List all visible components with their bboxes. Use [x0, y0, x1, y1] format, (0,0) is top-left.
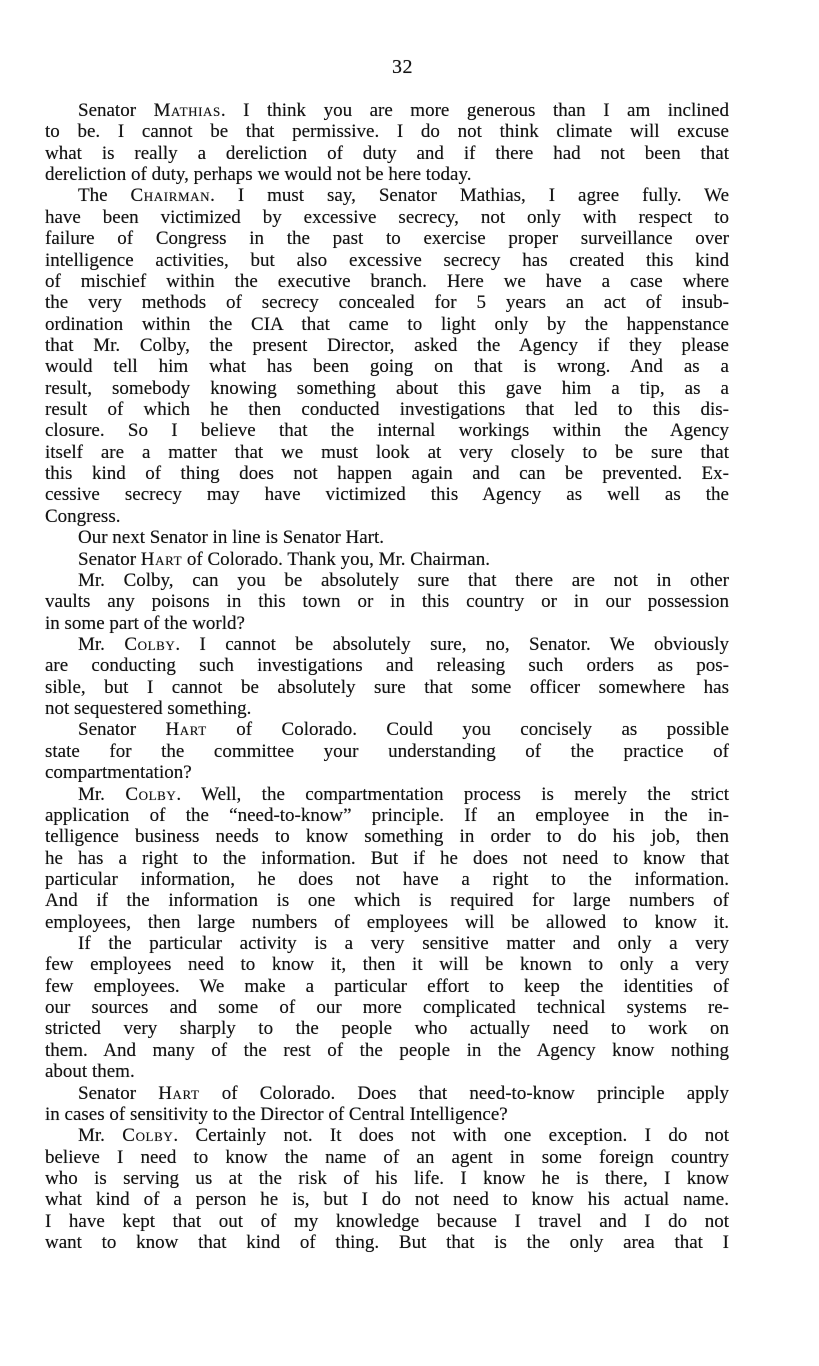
text-segment: sible, but I cannot be absolutely sure that some officer somewhere has [45, 676, 729, 698]
paragraph [45, 527, 729, 548]
text-line [45, 1232, 729, 1253]
text-line [45, 527, 729, 548]
text-line [45, 549, 729, 570]
text-segment: of Colorado. Could you concisely as possible [206, 719, 729, 741]
text-segment: Our next Senator in line is Senator Hart. [78, 527, 385, 549]
text-line [45, 314, 729, 335]
speaker-name: Hart [158, 1082, 200, 1104]
text-line [45, 164, 729, 185]
text-line [45, 997, 729, 1018]
speaker-name: Mathias [153, 100, 221, 121]
text-segment: . Well, the compartmentation process is merely the strict [176, 783, 729, 805]
text-line [45, 250, 729, 271]
text-segment: ordination within the CIA that came to light only by the happenstance [45, 313, 729, 335]
text-segment: Mr. Colby, can you be absolutely sure that there are not in other [78, 569, 729, 591]
text-line [45, 1104, 729, 1125]
text-segment: in cases of sensitivity to the Director of Central Intelligence? [45, 1103, 508, 1125]
text-segment: Senator [78, 548, 141, 570]
text-line [45, 1125, 729, 1146]
text-segment: intelligence activities, but also excessive secrecy has created this kind [45, 249, 729, 271]
speaker-name: Chairman [130, 185, 211, 207]
paragraph [45, 549, 729, 570]
text-segment: this kind of thing does not happen again and can be prevented. Ex- [45, 463, 729, 485]
text-segment: Senator [78, 1082, 159, 1104]
text-segment: Mr. [78, 1125, 123, 1147]
text-segment: failure of Congress in the past to exercise proper surveillance over [45, 228, 729, 250]
text-segment: itself are a matter that we must look at very closely to be sure that [45, 441, 729, 463]
text-line [45, 506, 729, 527]
text-line [45, 634, 729, 655]
text-line [45, 399, 729, 420]
text-line [45, 1061, 729, 1082]
text-segment: stricted very sharply to the people who actually need to work on [45, 1018, 729, 1040]
text-line [45, 954, 729, 975]
text-line [45, 976, 729, 997]
text-line [45, 335, 729, 356]
text-line [45, 143, 729, 164]
text-segment: not sequestered something. [45, 698, 252, 720]
text-line [45, 1147, 729, 1168]
paragraph [45, 100, 729, 185]
paragraph [45, 1125, 729, 1253]
text-segment: result, somebody knowing something about this gave him a tip, as a [45, 377, 729, 399]
text-block [45, 100, 729, 1253]
text-line [45, 869, 729, 890]
paragraph [45, 1083, 729, 1126]
paragraph [45, 185, 729, 527]
paragraph [45, 719, 729, 783]
text-line [45, 741, 729, 762]
text-line [45, 1168, 729, 1189]
text-line [45, 591, 729, 612]
text-segment: . Certainly not. It does not with one exception. I do not [173, 1125, 729, 1147]
text-line [45, 121, 729, 142]
text-segment: few employees. We make a particular effort to keep the identities of [45, 975, 729, 997]
text-line [45, 826, 729, 847]
text-line [45, 463, 729, 484]
text-segment: of Colorado. Does that need-to-know principle apply [199, 1082, 729, 1104]
text-line [45, 420, 729, 441]
text-segment: want to know that kind of thing. But that is the only area that I [45, 1232, 729, 1254]
text-segment: about them. [45, 1061, 135, 1083]
speaker-name: Colby [125, 783, 177, 805]
text-line [45, 805, 729, 826]
text-segment: Mr. [78, 633, 125, 655]
text-segment: . I think you are more generous than I am inclined [220, 100, 729, 121]
text-line [45, 1083, 729, 1104]
text-segment: . I cannot be absolutely sure, no, Senator. We obviously [175, 633, 729, 655]
text-segment: that Mr. Colby, the present Director, asked the Agency if they please [45, 334, 729, 356]
text-segment: of mischief within the executive branch. Here we have a case where [45, 270, 729, 292]
text-line [45, 762, 729, 783]
text-segment: are conducting such investigations and releasing such orders as pos- [45, 655, 729, 677]
text-segment: employees, then large numbers of employees will be allowed to know it. [45, 911, 729, 933]
text-line [45, 1040, 729, 1061]
text-line [45, 719, 729, 740]
text-line [45, 185, 729, 206]
text-line [45, 378, 729, 399]
text-line [45, 933, 729, 954]
text-line [45, 100, 729, 121]
text-segment: of Colorado. Thank you, Mr. Chairman. [182, 548, 490, 570]
text-line [45, 228, 729, 249]
text-line [45, 890, 729, 911]
speaker-name: Hart [140, 548, 183, 570]
text-line [45, 271, 729, 292]
paragraph [45, 570, 729, 634]
text-segment: few employees need to know it, then it will be known to only a very [45, 954, 729, 976]
text-segment: application of the “need-to-know” principle. If an employee in the in- [45, 804, 729, 826]
text-line [45, 442, 729, 463]
text-line [45, 1211, 729, 1232]
text-segment: would tell him what has been going on that is wrong. And as a [45, 356, 729, 378]
text-segment: our sources and some of our more complicated technical systems re- [45, 997, 729, 1019]
text-line [45, 1018, 729, 1039]
text-segment: compartmentation? [45, 762, 192, 784]
text-segment: I have kept that out of my knowledge because I travel and I do not [45, 1210, 729, 1232]
speaker-name: Colby [124, 633, 176, 655]
text-line [45, 356, 729, 377]
text-line [45, 698, 729, 719]
text-segment: what kind of a person he is, but I do not need to know his actual name. [45, 1189, 729, 1211]
text-line [45, 1189, 729, 1210]
text-segment: vaults any poisons in this town or in this country or in our possession [45, 591, 729, 613]
text-segment: closure. So I believe that the internal workings within the Agency [45, 420, 729, 442]
text-segment: The [78, 185, 131, 207]
text-segment: Senator [78, 100, 154, 121]
text-segment: to be. I cannot be that permissive. I do not think climate will excuse [45, 121, 729, 143]
text-segment: who is serving us at the risk of his life. I know he is there, I know [45, 1167, 729, 1189]
text-line [45, 677, 729, 698]
text-line [45, 784, 729, 805]
text-segment: the very methods of secrecy concealed for 5 years an act of insub- [45, 292, 729, 314]
speaker-name: Colby [122, 1125, 174, 1147]
text-line [45, 484, 729, 505]
text-segment: Congress. [45, 505, 121, 527]
text-segment: he has a right to the information. But if he does not need to know that [45, 847, 729, 869]
text-segment: what is really a dereliction of duty and if there had not been that [45, 142, 729, 164]
paragraph [45, 784, 729, 934]
text-segment: Mr. [78, 783, 126, 805]
text-segment: And if the information is one which is required for large numbers of [45, 890, 729, 912]
text-segment: dereliction of duty, perhaps we would not be here today. [45, 164, 472, 186]
page-number: 32 [392, 56, 413, 78]
text-segment: cessive secrecy may have victimized this Agency as well as the [45, 484, 729, 506]
speaker-name: Hart [165, 719, 207, 741]
text-segment: in some part of the world? [45, 612, 245, 634]
text-line [45, 912, 729, 933]
text-line [45, 207, 729, 228]
text-segment: result of which he then conducted investigations that led to this dis- [45, 399, 729, 421]
text-segment: have been victimized by excessive secrecy, not only with respect to [45, 206, 729, 228]
text-segment: If the particular activity is a very sensitive matter and only a very [78, 933, 729, 955]
text-segment: state for the committee your understanding of the practice of [45, 740, 729, 762]
text-segment: . I must say, Senator Mathias, I agree fully. We [210, 185, 730, 207]
text-line [45, 655, 729, 676]
text-line [45, 848, 729, 869]
text-line [45, 570, 729, 591]
text-segment: believe I need to know the name of an agent in some foreign country [45, 1146, 729, 1168]
text-line [45, 613, 729, 634]
paragraph [45, 933, 729, 1083]
text-segment: particular information, he does not have a right to the information. [45, 868, 729, 890]
text-segment: telligence business needs to know something in order to do his job, then [45, 826, 729, 848]
text-segment: Senator [78, 719, 166, 741]
paragraph [45, 634, 729, 719]
text-segment: them. And many of the rest of the people in the Agency know nothing [45, 1039, 729, 1061]
text-line [45, 292, 729, 313]
